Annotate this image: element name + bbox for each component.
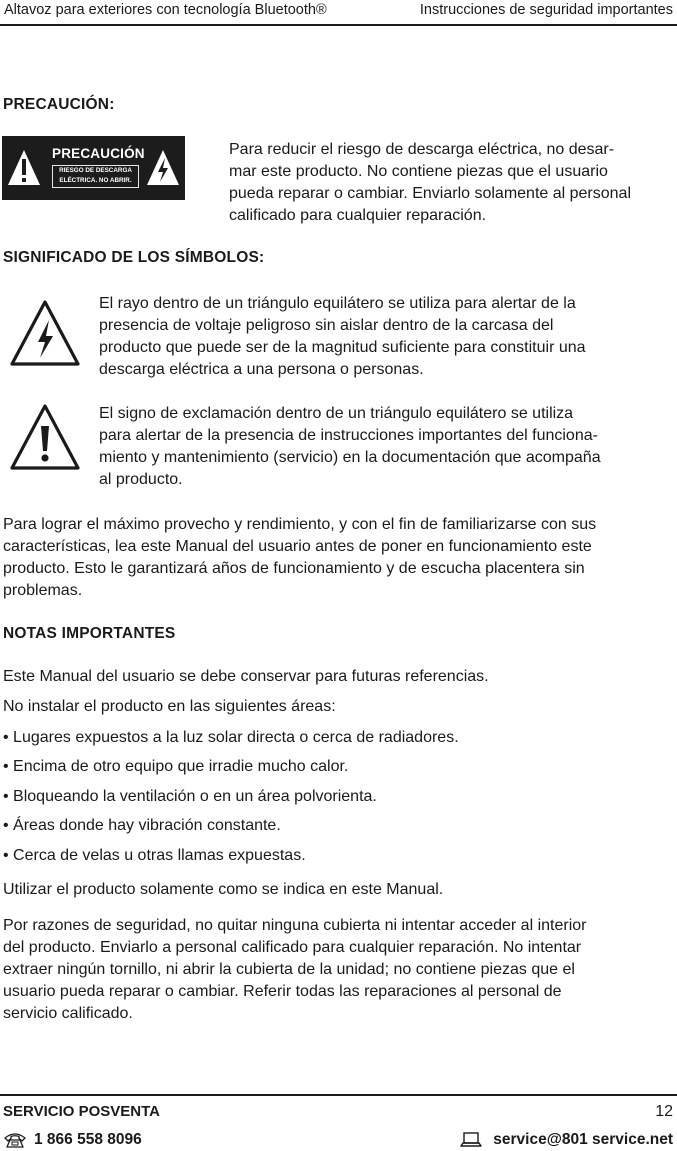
caution-text (229, 139, 631, 227)
intro-line: problemas. (3, 582, 83, 599)
bullet-item (3, 756, 348, 778)
lightning-line: presencia de voltaje peligroso sin aislar dentro de la carcasa del (99, 317, 554, 334)
banner-title: PRECAUCIÓN (52, 146, 145, 161)
exclamation-description (99, 403, 601, 491)
lightning-line: El rayo dentro de un triángulo equilátero se utiliza para alertar de la (99, 295, 576, 312)
safety-line: extraer ningún tornillo, ni abrir la cubierta de la unidad; no contiene piezas que el (3, 961, 575, 978)
exclamation-line: El signo de exclamación dentro de un triángulo equilátero se utiliza (99, 405, 574, 422)
bullet-item (3, 786, 377, 808)
intro-line: características, lea este Manual del usuario antes de poner en funcionamiento este (3, 538, 592, 555)
page-number: 12 (655, 1103, 673, 1120)
bullet-item (3, 845, 306, 867)
lightning-line: descarga eléctrica a una persona o personas. (99, 361, 424, 378)
safety-line: usuario pueda reparar o cambiar. Referir todas las reparaciones al personal de (3, 983, 562, 1000)
caution-line: mar este producto. No contiene piezas que el usuario (229, 163, 608, 180)
caution-line: calificado para cualquier reparación. (229, 207, 487, 224)
banner-exclamation-icon (6, 148, 42, 188)
exclamation-triangle-icon (8, 402, 82, 472)
no-install-line: No instalar el producto en las siguientes áreas: (3, 698, 336, 715)
exclamation-line: miento y mantenimiento (servicio) en la documentación que acompaña (99, 449, 601, 466)
service-email: service@801 service.net (493, 1131, 673, 1148)
laptop-icon (460, 1131, 482, 1149)
use-only-line: Utilizar el producto solamente como se indica en este Manual. (3, 881, 444, 898)
intro-line: Para lograr el máximo provecho y rendimiento, y con el fin de familiarizarse con sus (3, 516, 597, 533)
keep-manual-text (3, 666, 489, 688)
header-section-title: Instrucciones de seguridad importantes (419, 2, 673, 18)
banner-warning-line2: ELÉCTRICA. NO ABRIR. (59, 176, 132, 184)
exclamation-line: al producto. (99, 471, 183, 488)
banner-lightning-icon (145, 148, 181, 188)
bullet-item (3, 815, 281, 837)
exclamation-line: para alertar de la presencia de instrucciones importantes del funciona- (99, 427, 598, 444)
lightning-line: producto que puede ser de la magnitud suficiente para constituir una (99, 339, 586, 356)
keep-manual-line: Este Manual del usuario se debe conservar para futuras referencias. (3, 668, 489, 685)
notes-heading: NOTAS IMPORTANTES (3, 625, 176, 642)
bullet-text: • Cerca de velas u otras llamas expuestas. (3, 847, 306, 864)
footer-rule (0, 1094, 677, 1096)
symbols-heading: SIGNIFICADO DE LOS SÍMBOLOS: (3, 249, 265, 266)
lightning-triangle-icon (8, 298, 82, 368)
safety-line: del producto. Enviarlo a personal calificado para cualquier reparación. No intentar (3, 939, 582, 956)
bullet-text: • Lugares expuestos a la luz solar directa o cerca de radiadores. (3, 729, 459, 746)
banner-warning-box (52, 165, 139, 188)
lightning-description (99, 293, 586, 381)
safety-paragraph (3, 915, 586, 1025)
service-label: SERVICIO POSVENTA (3, 1103, 160, 1120)
safety-line: servicio calificado. (3, 1005, 133, 1022)
phone-icon (3, 1131, 27, 1149)
bullet-item (3, 727, 459, 749)
bullet-text: • Bloqueando la ventilación o en un área polvorienta. (3, 788, 377, 805)
caution-banner (2, 136, 185, 200)
intro-paragraph (3, 514, 596, 602)
caution-heading: PRECAUCIÓN: (3, 96, 115, 113)
header-product-title: Altavoz para exteriores con tecnología Bluetooth® (4, 2, 327, 18)
no-install-text (3, 696, 336, 718)
bullet-text: • Encima de otro equipo que irradie mucho calor. (3, 758, 349, 775)
caution-line: Para reducir el riesgo de descarga eléctrica, no desar- (229, 141, 615, 158)
service-phone: 1 866 558 8096 (34, 1131, 142, 1148)
intro-line: producto. Esto le garantizará años de funcionamiento y de escucha placentera sin (3, 560, 585, 577)
caution-line: pueda reparar o cambiar. Enviarlo solamente al personal (229, 185, 632, 202)
header-rule (0, 24, 677, 26)
use-only-text (3, 879, 443, 901)
safety-line: Por razones de seguridad, no quitar ninguna cubierta ni intentar acceder al interior (3, 917, 587, 934)
banner-warning-line1: RIESGO DE DESCARGA (59, 167, 132, 174)
bullet-text: • Áreas donde hay vibración constante. (3, 817, 281, 834)
